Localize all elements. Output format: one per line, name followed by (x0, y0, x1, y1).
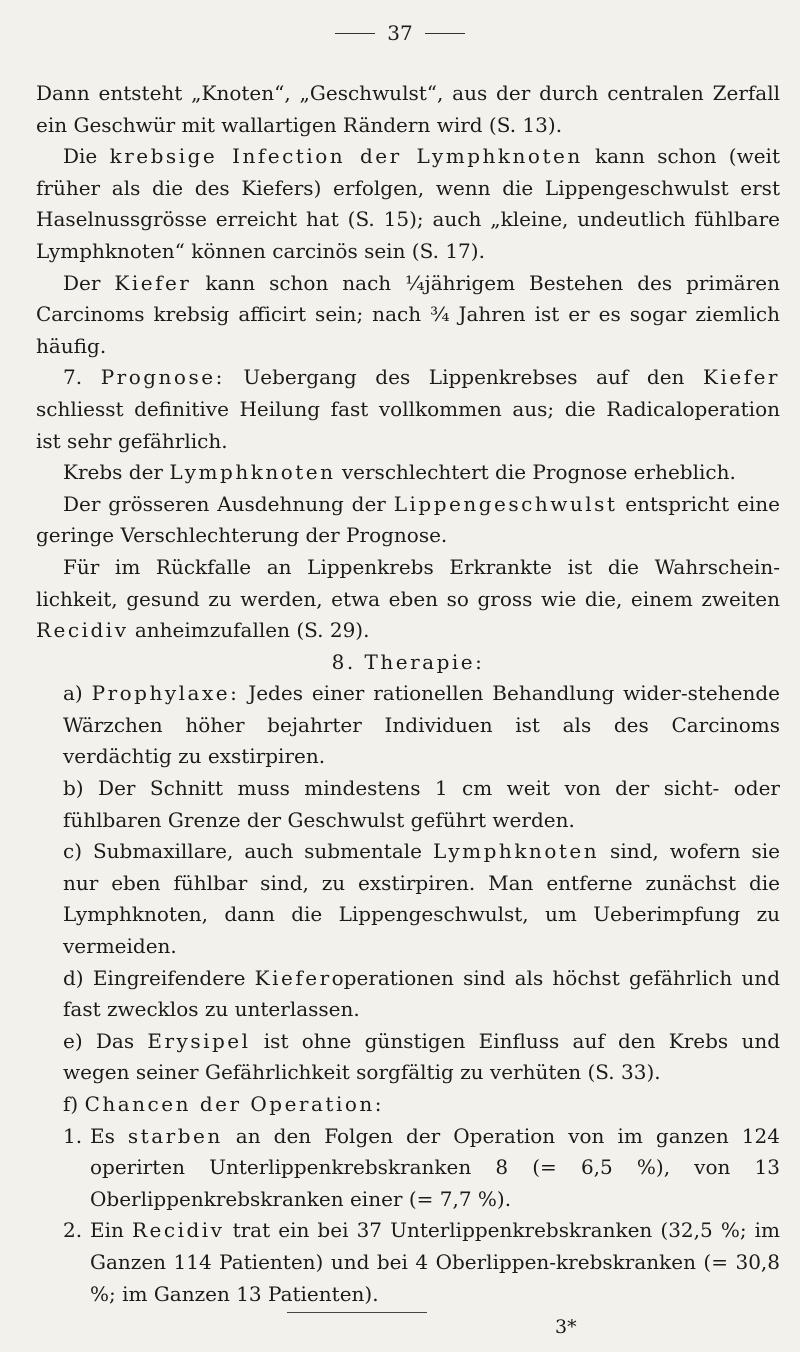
text-run: schliesst definitive Heilung fast vollkommen aus; die Radicaloperation ist sehr gefährlich. (36, 396, 780, 453)
paragraph-chancen (36, 1089, 780, 1121)
spaced-term: Prophylaxe: (91, 681, 240, 706)
paragraph-lymphknoten-infection (36, 141, 780, 267)
text-run: verschlechtert die Prognose erheblich. (335, 460, 736, 485)
header-rule-left (335, 33, 375, 34)
text-run: Der (63, 270, 115, 295)
paragraph-knoten: Dann entsteht „Knoten“, „Geschwulst“, aus der durch centralen Zerfall ein Geschwür mit wallartigen Rändern wird (S. 13). (36, 81, 780, 137)
text-run: kann schon (weit früher als die des Kiefers) erfolgen, wenn die Lippengeschwulst erst Haselnussgrösse erreicht hat (S. 15); auch „kleine, undeutlich fühlbare Lymphknoten“ können carcinös sein (S. 17). (36, 144, 780, 263)
paragraph-kiefer (36, 268, 780, 363)
paragraph-krebs-lymphknoten (36, 457, 780, 489)
text-run: sind, wofern sie nur eben fühlbar sind, zu exstirpiren. Man entferne zunächst die Lymphknoten, dann die Lippengeschwulst, um Ueberimpfung zu vermeiden. (63, 839, 780, 959)
list-number: 1. (63, 1123, 83, 1148)
signature-mark: 3* (555, 1316, 577, 1338)
paragraph-kieferoperationen (36, 963, 780, 1026)
text-run: kann schon nach ¼jährigem Bestehen des primären Carcinoms krebsig afficirt sein; nach ¾ Jahren ist er es sogar ziemlich häufig. (36, 270, 780, 358)
spaced-term: Lymphknoten (432, 839, 600, 864)
list-item (36, 1215, 780, 1310)
body-text (36, 78, 780, 1310)
text-run: trat ein bei 37 Unterlippenkrebskranken (32,5 %; im Ganzen 114 Patienten) und bei 4 Oberlippen-krebskranken (= 30,8 %; im Ganzen 13 Patienten). (90, 1218, 781, 1306)
text-run: Krebs der (63, 460, 170, 485)
text-run: anheimzufallen (S. 29). (128, 618, 370, 643)
text-run: Für im Rückfalle an Lippenkrebs Erkrankte ist die Wahrschein-lichkeit, gesund zu werden, etwa eben so gross wie die, einem zweiten (36, 554, 780, 611)
list-text (90, 1121, 780, 1216)
paragraph-schnitt: b) Der Schnitt muss mindestens 1 cm weit von der sicht- oder fühlbaren Grenze der Geschwulst geführt werden. (63, 776, 780, 832)
spaced-term: starben (127, 1123, 223, 1148)
text-run: Ein (90, 1218, 132, 1243)
list-item (36, 1121, 780, 1216)
list-number: 2. (63, 1218, 83, 1243)
paragraph-erysipel (36, 1026, 780, 1089)
text-run: Jedes einer rationellen Behandlung wider-stehende Wärzchen höher bejahrter Individuen ist als des Carcinoms verdächtig zu exstirpiren. (63, 681, 780, 769)
text-run: 7. (63, 365, 101, 390)
text-run: c) Submaxillare, auch submentale (63, 839, 433, 864)
paragraph-submaxillare (36, 836, 780, 962)
text-run: Die (63, 144, 110, 169)
spaced-term: Kiefer (703, 365, 780, 390)
text-run: Der grösseren Ausdehnung der (63, 491, 394, 516)
spaced-term: Erysipel (147, 1028, 251, 1053)
text-run: Es (90, 1123, 128, 1148)
spaced-term: krebsige Infection der Lymphknoten (109, 144, 583, 169)
text-run: f) (63, 1092, 85, 1116)
text-run: operationen sind als höchst gefährlich und fast zwecklos zu unterlassen. (63, 965, 780, 1022)
spaced-term: Lippengeschwulst (393, 491, 618, 516)
page-number: 37 (387, 21, 413, 45)
text-run: entspricht eine geringe Verschlechterung der Prognose. (36, 491, 780, 548)
section-heading-therapie: 8. Therapie: (331, 649, 485, 674)
spaced-term: Prognose: (100, 365, 225, 390)
list-text (90, 1215, 780, 1310)
page-header (0, 18, 800, 48)
spaced-term: Lymphknoten (169, 460, 336, 485)
text-run: an den Folgen der Operation von im ganzen 124 operirten Unterlippenkrebskranken 8 (= 6,5 %), von 13 Oberlippenkrebskranken einer (= 7,7 %). (90, 1123, 780, 1211)
spaced-term: Kiefer (114, 270, 192, 295)
text-run: d) Eingreifendere (63, 965, 255, 990)
text-run: a) (63, 681, 92, 706)
paragraph-ausdehnung (36, 489, 780, 552)
spaced-term: Kiefer (254, 965, 332, 990)
paragraph-prognose (36, 362, 780, 457)
footer-rule (287, 1312, 427, 1313)
text-run: e) Das (63, 1028, 148, 1053)
spaced-term: Recidiv (131, 1218, 225, 1243)
text-run: ist ohne günstigen Einfluss auf den Krebs und wegen seiner Gefährlichkeit sorgfältig zu verhüten (S. 33). (63, 1028, 781, 1085)
spaced-term: Recidiv (36, 618, 129, 643)
text-run: Uebergang des Lippenkrebses auf den (224, 365, 704, 390)
header-rule-right (425, 33, 465, 34)
paragraph-rueckfall (36, 552, 780, 647)
spaced-term: Chancen der Operation: (84, 1092, 384, 1116)
paragraph-prophylaxe (36, 678, 780, 773)
